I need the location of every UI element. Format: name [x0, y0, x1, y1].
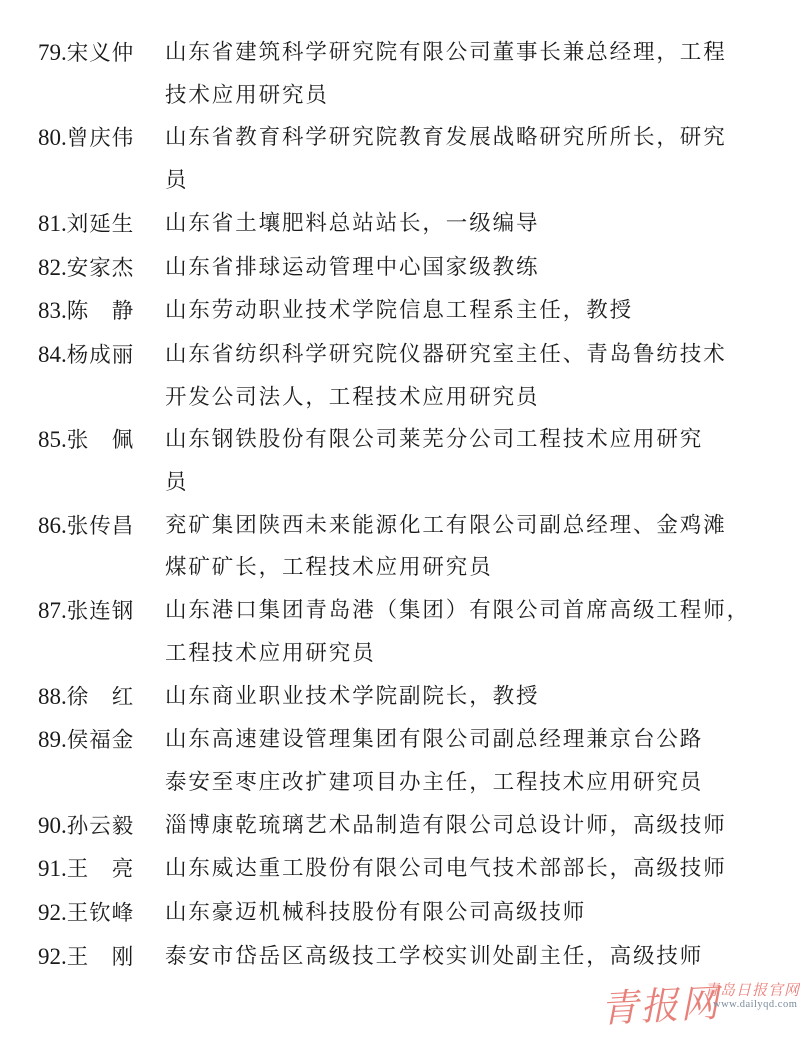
entry-description [165, 505, 727, 590]
description-line: 员 [165, 168, 189, 194]
entry-label [38, 848, 165, 892]
entry-number: 83. [38, 298, 67, 324]
description-line: 山东豪迈机械科技股份有限公司高级技师 [165, 900, 587, 926]
watermark-url: www.dailyqd.com [713, 999, 798, 1010]
entry-number: 90. [38, 812, 67, 838]
entry-label [38, 805, 165, 849]
description-line: 山东钢铁股份有限公司莱芜分公司工程技术应用研究 [165, 427, 704, 453]
entry-name: 张 佩 [66, 428, 135, 454]
entry-number: 84. [38, 341, 67, 367]
entry-description [165, 805, 727, 849]
entry-name: 陈 静 [66, 299, 135, 325]
entry-label [38, 505, 165, 590]
entry-description [165, 334, 727, 419]
entry-number: 81. [38, 210, 67, 236]
personnel-list [38, 32, 751, 979]
watermark-logo [600, 975, 800, 1035]
description-line: 技术应用研究员 [165, 82, 329, 108]
description-line: 山东威达重工股份有限公司电气技术部部长，高级技师 [165, 856, 727, 882]
description-line: 山东省教育科学研究院教育发展战略研究所所长，研究 [165, 125, 727, 151]
description-line: 山东省排球运动管理中心国家级教练 [165, 254, 540, 280]
entry-name: 安家杰 [66, 255, 135, 281]
entry-number: 89. [38, 727, 67, 753]
description-line: 山东省纺织科学研究院仪器研究室主任、青岛鲁纺技术 [165, 341, 727, 367]
entry-label [38, 203, 165, 247]
entry-description [165, 590, 751, 675]
entry-description [165, 676, 715, 720]
entry-description [165, 848, 727, 892]
entry-label [38, 334, 165, 419]
description-line: 山东港口集团青岛港（集团）有限公司首席高级工程师， [165, 598, 751, 624]
list-item [38, 936, 738, 980]
list-item [38, 676, 738, 720]
entry-name: 王 刚 [66, 944, 135, 970]
list-item [38, 419, 738, 504]
list-item [38, 848, 738, 892]
entry-name: 曾庆伟 [66, 126, 135, 152]
entry-label [38, 719, 165, 804]
entry-number: 79. [38, 40, 67, 65]
entry-label [38, 419, 165, 504]
entry-number: 88. [38, 683, 67, 709]
description-line: 泰安至枣庄改扩建项目办主任，工程技术应用研究员 [165, 769, 704, 795]
entry-description [165, 936, 715, 980]
description-line: 山东劳动职业技术学院信息工程系主任，教授 [165, 298, 634, 324]
entry-label [38, 247, 165, 291]
entry-description [165, 117, 727, 202]
entry-description [165, 419, 715, 504]
entry-description [165, 203, 715, 247]
list-item [38, 719, 738, 804]
entry-label [38, 676, 165, 720]
entry-description [165, 290, 715, 334]
watermark-main-text: 青报网 [599, 980, 722, 1032]
entry-number: 92. [38, 900, 67, 926]
entry-name: 侯福金 [66, 728, 135, 754]
entry-name: 宋义仲 [66, 41, 135, 66]
entry-name: 王钦峰 [66, 901, 135, 927]
list-item [38, 32, 738, 117]
entry-name: 王 亮 [66, 857, 135, 883]
description-line: 煤矿矿长，工程技术应用研究员 [165, 555, 493, 581]
entry-number: 85. [38, 427, 67, 453]
entry-description [165, 32, 727, 117]
entry-name: 杨成丽 [66, 342, 135, 368]
description-line: 工程技术应用研究员 [165, 640, 376, 666]
description-line: 员 [165, 470, 189, 496]
entry-number: 82. [38, 254, 67, 280]
entry-label [38, 936, 165, 980]
list-item [38, 805, 738, 849]
list-item [38, 505, 738, 590]
description-line: 开发公司法人，工程技术应用研究员 [165, 384, 540, 410]
entry-name: 孙云毅 [66, 813, 135, 839]
description-line: 山东省土壤肥料总站站长，一级编导 [165, 210, 540, 236]
list-item [38, 290, 738, 334]
entry-number: 86. [38, 512, 67, 538]
entry-description [165, 892, 715, 936]
entry-label [38, 892, 165, 936]
description-line: 泰安市岱岳区高级技工学校实训处副主任，高级技师 [165, 943, 704, 969]
description-line: 山东省建筑科学研究院有限公司董事长兼总经理，工程 [165, 40, 727, 65]
entry-name: 刘延生 [66, 211, 135, 237]
list-item [38, 117, 738, 202]
entry-label [38, 32, 165, 117]
entry-number: 87. [38, 598, 67, 624]
description-line: 山东高速建设管理集团有限公司副总经理兼京台公路 [165, 727, 704, 753]
entry-description [165, 247, 715, 291]
description-line: 淄博康乾琉璃艺术品制造有限公司总设计师，高级技师 [165, 812, 727, 838]
description-line: 兖矿集团陕西未来能源化工有限公司副总经理、金鸡滩 [165, 512, 727, 538]
watermark-sub-text: 青岛日报官网 [704, 981, 800, 999]
entry-name: 张传昌 [66, 513, 135, 539]
list-item [38, 334, 738, 419]
entry-number: 80. [38, 125, 67, 151]
entry-label [38, 117, 165, 202]
entry-label [38, 290, 165, 334]
entry-name: 徐 红 [66, 684, 135, 710]
list-item [38, 892, 738, 936]
description-line: 山东商业职业技术学院副院长，教授 [165, 683, 540, 709]
list-item [38, 590, 751, 675]
entry-description [165, 719, 715, 804]
entry-number: 92. [38, 943, 67, 969]
entry-name: 张连钢 [66, 599, 135, 625]
list-item [38, 247, 738, 291]
entry-number: 91. [38, 856, 67, 882]
entry-label [38, 590, 165, 675]
list-item [38, 203, 738, 247]
